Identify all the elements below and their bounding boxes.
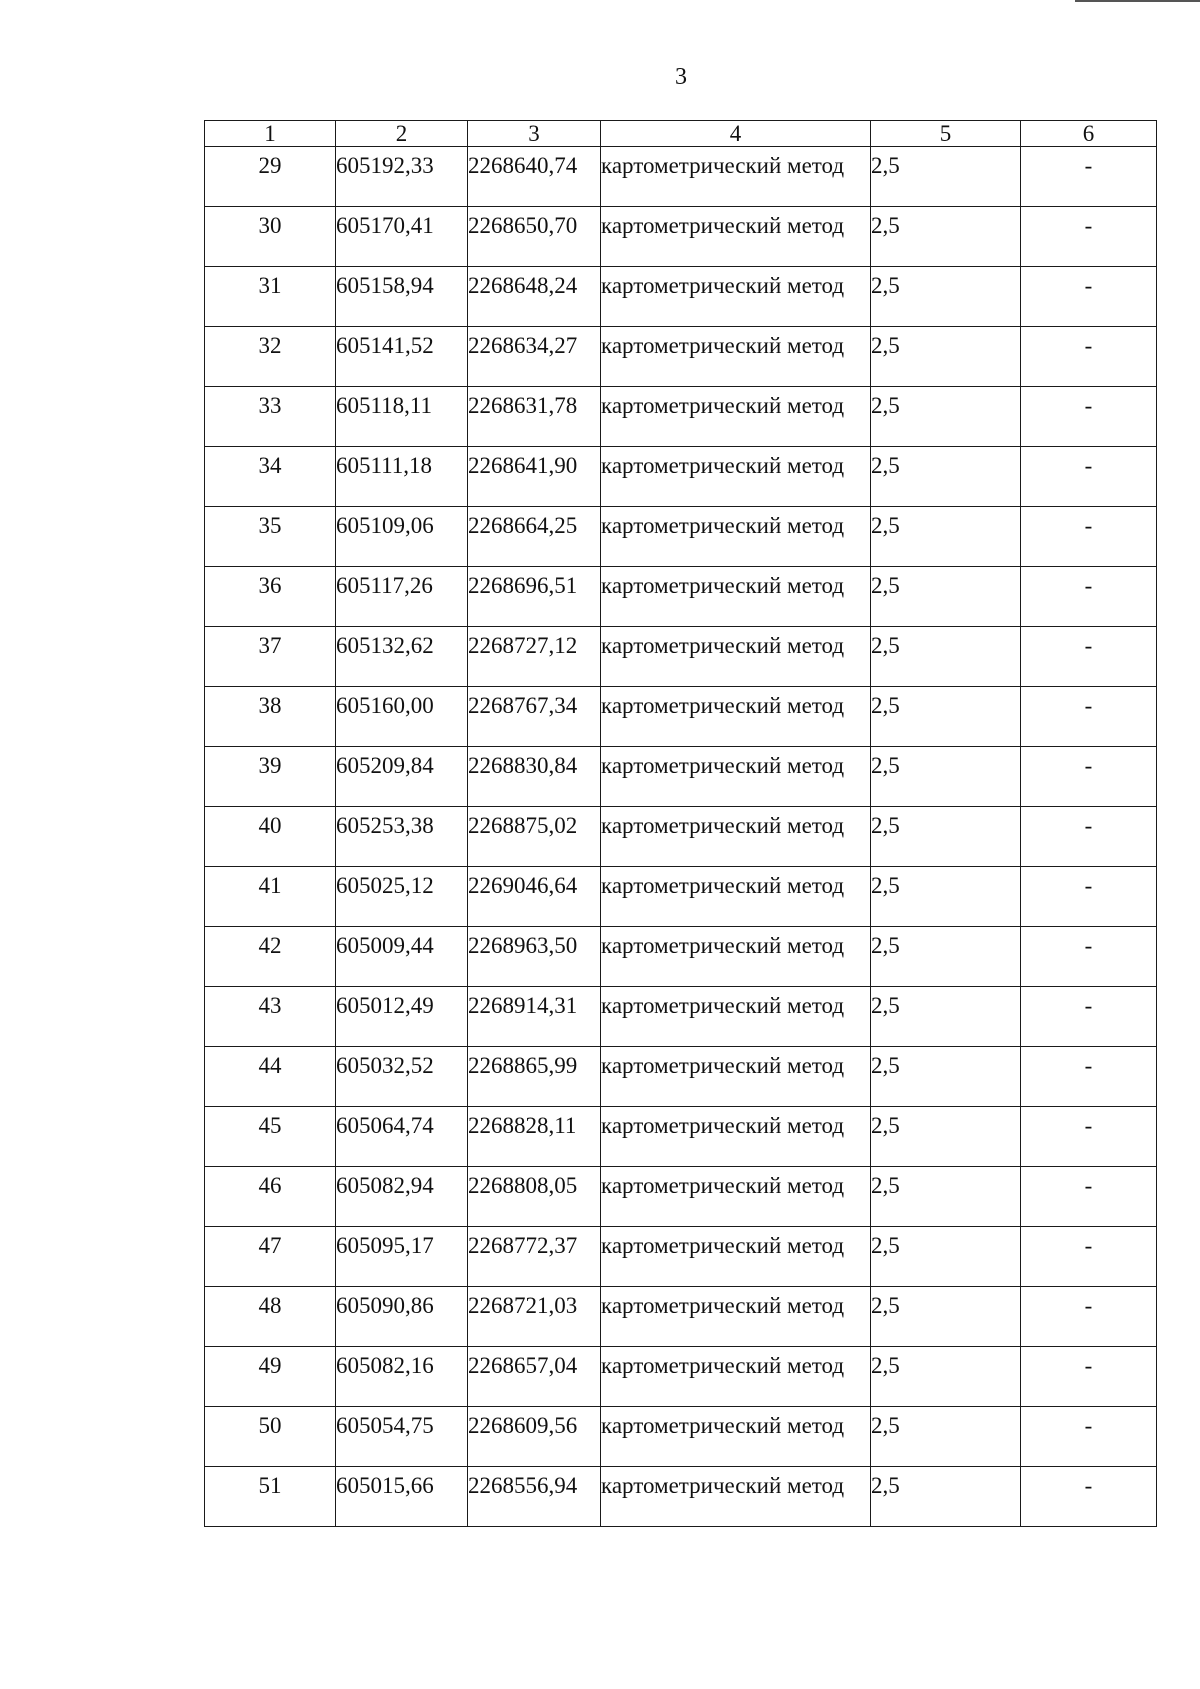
- x-coordinate-cell: 605209,84: [336, 747, 468, 807]
- point-number-cell: 29: [205, 147, 336, 207]
- method-cell: картометрический метод: [601, 1467, 871, 1527]
- note-cell: -: [1021, 1107, 1157, 1167]
- x-coordinate-cell: 605132,62: [336, 627, 468, 687]
- point-number-cell: 38: [205, 687, 336, 747]
- table-row: [205, 627, 1157, 687]
- x-coordinate-cell: 605012,49: [336, 987, 468, 1047]
- y-coordinate-cell: 2268808,05: [468, 1167, 601, 1227]
- note-cell: -: [1021, 1227, 1157, 1287]
- x-coordinate-cell: 605158,94: [336, 267, 468, 327]
- x-coordinate-cell: 605025,12: [336, 867, 468, 927]
- y-coordinate-cell: 2268641,90: [468, 447, 601, 507]
- y-coordinate-cell: 2268696,51: [468, 567, 601, 627]
- y-coordinate-cell: 2268609,56: [468, 1407, 601, 1467]
- y-coordinate-cell: 2268648,24: [468, 267, 601, 327]
- y-coordinate-cell: 2268556,94: [468, 1467, 601, 1527]
- y-coordinate-cell: 2268865,99: [468, 1047, 601, 1107]
- point-number-cell: 37: [205, 627, 336, 687]
- page-number: 3: [675, 64, 687, 90]
- top-edge-rule: [1075, 0, 1200, 2]
- point-number-cell: 51: [205, 1467, 336, 1527]
- method-cell: картометрический метод: [601, 747, 871, 807]
- table-row: [205, 927, 1157, 987]
- table-header: [205, 121, 1157, 147]
- point-number-cell: 35: [205, 507, 336, 567]
- point-number-cell: 46: [205, 1167, 336, 1227]
- method-cell: картометрический метод: [601, 327, 871, 387]
- note-cell: -: [1021, 1167, 1157, 1227]
- point-number-cell: 47: [205, 1227, 336, 1287]
- y-coordinate-cell: 2268657,04: [468, 1347, 601, 1407]
- error-cell: 2,5: [871, 927, 1021, 987]
- method-cell: картометрический метод: [601, 807, 871, 867]
- table-row: [205, 447, 1157, 507]
- method-cell: картометрический метод: [601, 987, 871, 1047]
- error-cell: 2,5: [871, 1407, 1021, 1467]
- method-cell: картометрический метод: [601, 1407, 871, 1467]
- point-number-cell: 49: [205, 1347, 336, 1407]
- y-coordinate-cell: 2268963,50: [468, 927, 601, 987]
- x-coordinate-cell: 605141,52: [336, 327, 468, 387]
- note-cell: -: [1021, 1047, 1157, 1107]
- method-cell: картометрический метод: [601, 1227, 871, 1287]
- point-number-cell: 45: [205, 1107, 336, 1167]
- point-number-cell: 44: [205, 1047, 336, 1107]
- table-row: [205, 567, 1157, 627]
- x-coordinate-cell: 605015,66: [336, 1467, 468, 1527]
- y-coordinate-cell: 2268727,12: [468, 627, 601, 687]
- header-row: [205, 121, 1157, 147]
- x-coordinate-cell: 605160,00: [336, 687, 468, 747]
- error-cell: 2,5: [871, 147, 1021, 207]
- x-coordinate-cell: 605032,52: [336, 1047, 468, 1107]
- x-coordinate-cell: 605082,94: [336, 1167, 468, 1227]
- table-row: [205, 687, 1157, 747]
- note-cell: -: [1021, 807, 1157, 867]
- point-number-cell: 30: [205, 207, 336, 267]
- point-number-cell: 41: [205, 867, 336, 927]
- table-row: [205, 387, 1157, 447]
- method-cell: картометрический метод: [601, 267, 871, 327]
- point-number-cell: 40: [205, 807, 336, 867]
- table-body: [205, 147, 1157, 1527]
- method-cell: картометрический метод: [601, 507, 871, 567]
- x-coordinate-cell: 605054,75: [336, 1407, 468, 1467]
- header-col-4: 4: [601, 121, 871, 147]
- header-col-1: 1: [205, 121, 336, 147]
- x-coordinate-cell: 605170,41: [336, 207, 468, 267]
- table-row: [205, 987, 1157, 1047]
- y-coordinate-cell: 2268772,37: [468, 1227, 601, 1287]
- y-coordinate-cell: 2268767,34: [468, 687, 601, 747]
- note-cell: -: [1021, 267, 1157, 327]
- method-cell: картометрический метод: [601, 867, 871, 927]
- x-coordinate-cell: 605111,18: [336, 447, 468, 507]
- point-number-cell: 32: [205, 327, 336, 387]
- method-cell: картометрический метод: [601, 147, 871, 207]
- error-cell: 2,5: [871, 687, 1021, 747]
- table-row: [205, 1467, 1157, 1527]
- y-coordinate-cell: 2269046,64: [468, 867, 601, 927]
- error-cell: 2,5: [871, 507, 1021, 567]
- point-number-cell: 34: [205, 447, 336, 507]
- point-number-cell: 43: [205, 987, 336, 1047]
- table-row: [205, 267, 1157, 327]
- table-row: [205, 867, 1157, 927]
- table-row: [205, 747, 1157, 807]
- error-cell: 2,5: [871, 867, 1021, 927]
- error-cell: 2,5: [871, 327, 1021, 387]
- error-cell: 2,5: [871, 1047, 1021, 1107]
- y-coordinate-cell: 2268828,11: [468, 1107, 601, 1167]
- note-cell: -: [1021, 147, 1157, 207]
- x-coordinate-cell: 605064,74: [336, 1107, 468, 1167]
- method-cell: картометрический метод: [601, 927, 871, 987]
- note-cell: -: [1021, 1287, 1157, 1347]
- error-cell: 2,5: [871, 807, 1021, 867]
- method-cell: картометрический метод: [601, 207, 871, 267]
- error-cell: 2,5: [871, 1467, 1021, 1527]
- point-number-cell: 50: [205, 1407, 336, 1467]
- note-cell: -: [1021, 927, 1157, 987]
- table-row: [205, 1167, 1157, 1227]
- header-col-2: 2: [336, 121, 468, 147]
- y-coordinate-cell: 2268830,84: [468, 747, 601, 807]
- table-row: [205, 1407, 1157, 1467]
- point-number-cell: 36: [205, 567, 336, 627]
- error-cell: 2,5: [871, 1107, 1021, 1167]
- note-cell: -: [1021, 327, 1157, 387]
- x-coordinate-cell: 605192,33: [336, 147, 468, 207]
- note-cell: -: [1021, 207, 1157, 267]
- method-cell: картометрический метод: [601, 1347, 871, 1407]
- method-cell: картометрический метод: [601, 447, 871, 507]
- error-cell: 2,5: [871, 567, 1021, 627]
- note-cell: -: [1021, 747, 1157, 807]
- error-cell: 2,5: [871, 447, 1021, 507]
- y-coordinate-cell: 2268634,27: [468, 327, 601, 387]
- x-coordinate-cell: 605082,16: [336, 1347, 468, 1407]
- method-cell: картометрический метод: [601, 1167, 871, 1227]
- method-cell: картометрический метод: [601, 1287, 871, 1347]
- coordinates-table: [204, 120, 1157, 1527]
- table-row: [205, 1107, 1157, 1167]
- error-cell: 2,5: [871, 987, 1021, 1047]
- y-coordinate-cell: 2268631,78: [468, 387, 601, 447]
- error-cell: 2,5: [871, 207, 1021, 267]
- y-coordinate-cell: 2268664,25: [468, 507, 601, 567]
- note-cell: -: [1021, 867, 1157, 927]
- x-coordinate-cell: 605090,86: [336, 1287, 468, 1347]
- error-cell: 2,5: [871, 387, 1021, 447]
- point-number-cell: 48: [205, 1287, 336, 1347]
- table-row: [205, 1347, 1157, 1407]
- header-col-3: 3: [468, 121, 601, 147]
- y-coordinate-cell: 2268721,03: [468, 1287, 601, 1347]
- y-coordinate-cell: 2268650,70: [468, 207, 601, 267]
- error-cell: 2,5: [871, 747, 1021, 807]
- error-cell: 2,5: [871, 627, 1021, 687]
- y-coordinate-cell: 2268640,74: [468, 147, 601, 207]
- y-coordinate-cell: 2268875,02: [468, 807, 601, 867]
- x-coordinate-cell: 605095,17: [336, 1227, 468, 1287]
- table-row: [205, 1227, 1157, 1287]
- error-cell: 2,5: [871, 1287, 1021, 1347]
- table-row: [205, 1287, 1157, 1347]
- x-coordinate-cell: 605118,11: [336, 387, 468, 447]
- header-col-5: 5: [871, 121, 1021, 147]
- x-coordinate-cell: 605109,06: [336, 507, 468, 567]
- note-cell: -: [1021, 447, 1157, 507]
- point-number-cell: 31: [205, 267, 336, 327]
- table-row: [205, 507, 1157, 567]
- y-coordinate-cell: 2268914,31: [468, 987, 601, 1047]
- method-cell: картометрический метод: [601, 1047, 871, 1107]
- note-cell: -: [1021, 507, 1157, 567]
- table-row: [205, 207, 1157, 267]
- error-cell: 2,5: [871, 267, 1021, 327]
- error-cell: 2,5: [871, 1347, 1021, 1407]
- note-cell: -: [1021, 1407, 1157, 1467]
- table-row: [205, 1047, 1157, 1107]
- method-cell: картометрический метод: [601, 387, 871, 447]
- error-cell: 2,5: [871, 1227, 1021, 1287]
- note-cell: -: [1021, 387, 1157, 447]
- table-row: [205, 327, 1157, 387]
- note-cell: -: [1021, 987, 1157, 1047]
- method-cell: картометрический метод: [601, 627, 871, 687]
- note-cell: -: [1021, 1467, 1157, 1527]
- note-cell: -: [1021, 1347, 1157, 1407]
- method-cell: картометрический метод: [601, 687, 871, 747]
- header-col-6: 6: [1021, 121, 1157, 147]
- table-row: [205, 807, 1157, 867]
- error-cell: 2,5: [871, 1167, 1021, 1227]
- point-number-cell: 39: [205, 747, 336, 807]
- point-number-cell: 33: [205, 387, 336, 447]
- note-cell: -: [1021, 687, 1157, 747]
- x-coordinate-cell: 605117,26: [336, 567, 468, 627]
- table-row: [205, 147, 1157, 207]
- note-cell: -: [1021, 627, 1157, 687]
- x-coordinate-cell: 605253,38: [336, 807, 468, 867]
- note-cell: -: [1021, 567, 1157, 627]
- method-cell: картометрический метод: [601, 567, 871, 627]
- point-number-cell: 42: [205, 927, 336, 987]
- x-coordinate-cell: 605009,44: [336, 927, 468, 987]
- method-cell: картометрический метод: [601, 1107, 871, 1167]
